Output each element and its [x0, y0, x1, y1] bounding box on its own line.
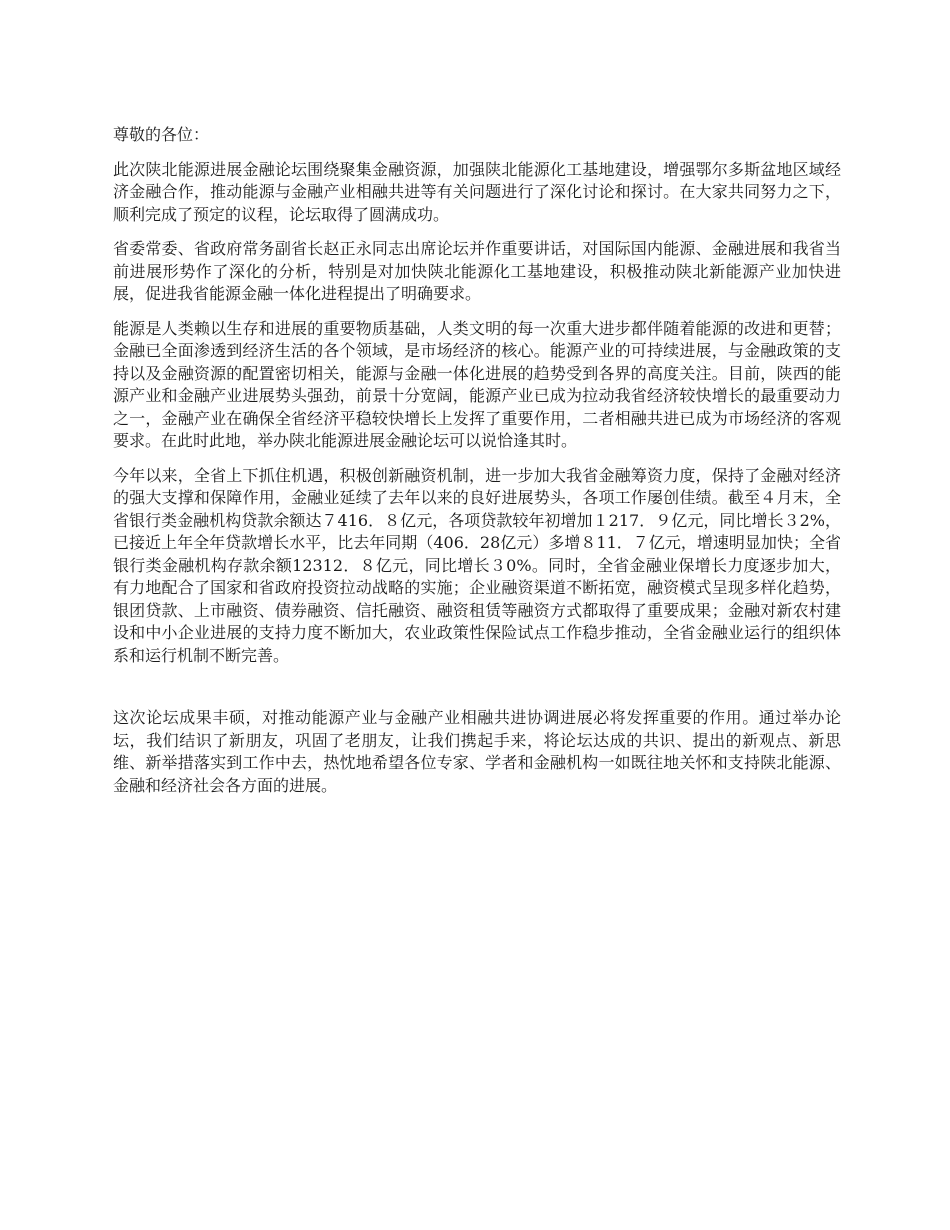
greeting: 尊敬的各位： [113, 125, 210, 144]
paragraph-leadership-speech: 省委常委、省政府常务副省长赵正永同志出席论坛并作重要讲话，对国际国内能源、金融进展和我省当前进展形势作了深化的分析，特别是对加快陕北能源化工基地建设，积极推动陕北新能源产业加快进展，促进我省能源金融一体化进程提出了明确要求。 [113, 239, 841, 303]
document-body [113, 124, 841, 809]
paragraph-energy-finance: 能源是人类赖以生存和进展的重要物质基础，人类文明的每一次重大进步都伴随着能源的改进和更替；金融已全面渗透到经济生活的各个领域，是市场经济的核心。能源产业的可持续进展，与金融政策的支持以及金融资源的配置密切相关，能源与金融一体化进展的趋势受到各界的高度关注。目前，陕西的能源产业和金融产业进展势头强劲，前景十分宽阔，能源产业已成为拉动我省经济较快增长的最重要动力之一，金融产业在确保全省经济平稳较快增长上发挥了重要作用，二者相融共进已成为市场经济的客观要求。在此时此地，举办陕北能源进展金融论坛可以说恰逢其时。 [113, 318, 841, 450]
paragraph-forum-summary: 此次陕北能源进展金融论坛围绕聚集金融资源，加强陕北能源化工基地建设，增强鄂尔多斯盆地区域经济金融合作，推动能源与金融产业相融共进等有关问题进行了深化讨论和探讨。在大家共同努力之下，顺利完成了预定的议程，论坛取得了圆满成功。 [113, 159, 841, 224]
paragraph-financial-performance: 今年以来，全省上下抓住机遇，积极创新融资机制，进一步加大我省金融筹资力度，保持了金融对经济的强大支撑和保障作用，金融业延续了去年以来的良好进展势头，各项工作屡创佳绩。截至４月末，全省银行类金融机构贷款余额达７416．８亿元，各项贷款较年初增加１217．９亿元，同比增长３2%，已接近上年全年贷款增长水平，比去年同期（406．28亿元）多增８11．７亿元，增速明显加快；全省银行类金融机构存款余额12312．８亿元，同比增长３0%。同时，全省金融业保增长力度逐步加大，有力地配合了国家和省政府投资拉动战略的实施；企业融资渠道不断拓宽，融资模式呈现多样化趋势，银团贷款、上市融资、债券融资、信托融资、融资租赁等融资方式都取得了重要成果；金融对新农村建设和中小企业进展的支持力度不断加大，农业政策性保险试点工作稳步推动，全省金融业运行的组织体系和运行机制不断完善。 [113, 465, 841, 665]
paragraph-closing: 这次论坛成果丰硕，对推动能源产业与金融产业相融共进协调进展必将发挥重要的作用。通过举办论坛，我们结识了新朋友，巩固了老朋友，让我们携起手来，将论坛达成的共识、提出的新观点、新思维、新举措落实到工作中去，热忱地希望各位专家、学者和金融机构一如既往地关怀和支持陕北能源、金融和经济社会各方面的进展。 [113, 708, 841, 795]
